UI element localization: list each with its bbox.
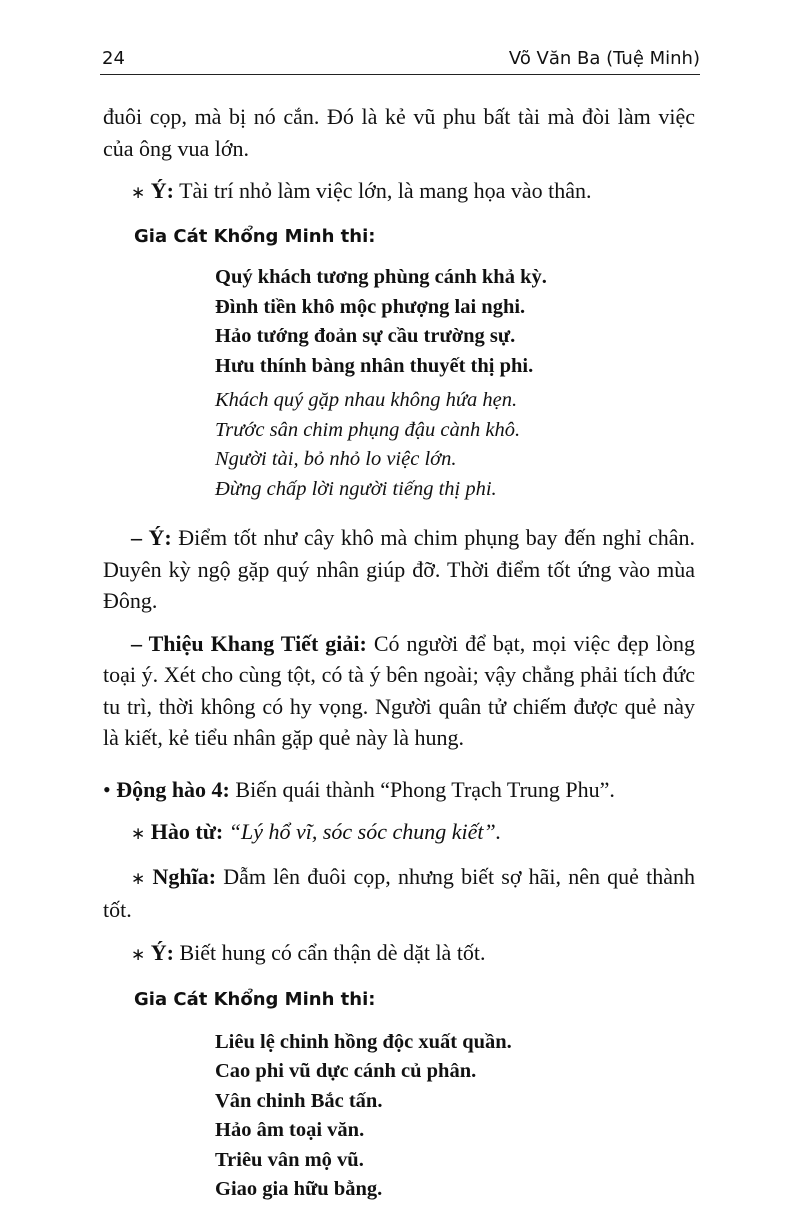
poem-line: Vân chinh Bắc tấn. [215, 1089, 383, 1112]
text-thieu-khang-tiet: Có người để bạt, mọi việc đẹp lòng toại ý. Xét cho cùng tột, có tà ý bên ngoài; vậy chẳng phải tích đức tu trì, thời không có hy vọng. Người quân tử chiếm được quẻ này là kiết, kẻ tiểu nhân gặp quẻ này là hung. [103, 630, 696, 750]
bullet-icon: • [103, 776, 111, 802]
poem-line: Khách quý gặp nhau không hứa hẹn. [215, 389, 518, 411]
asterisk-icon: ∗ [131, 868, 146, 888]
poem-han-1 [103, 263, 695, 381]
poem-line: Trước sân chim phụng đậu cành khô. [215, 418, 521, 441]
poem-line: Triêu vân mộ vũ. [215, 1148, 364, 1171]
paragraph-nghia [103, 861, 695, 926]
paragraph-hao-tu [103, 816, 695, 850]
text-y: Tài trí nhỏ làm việc lớn, là mang họa vào thân. [173, 178, 592, 203]
text-dong-hao: Biến quái thành “Phong Trạch Trung Phu”. [229, 776, 615, 802]
paragraph-dong-hao [103, 774, 695, 806]
poem-line: Cao phi vũ dực cánh củ phân. [215, 1060, 477, 1082]
label-hao-tu: Hào từ: [150, 819, 224, 844]
poem-viet-1 [103, 386, 695, 504]
paragraph-y-1 [103, 175, 695, 209]
text-hao-tu: “Lý hổ vĩ, sóc sóc chung kiết”. [228, 819, 502, 844]
poem-line: Người tài, bỏ nhỏ lo việc lớn. [215, 448, 457, 470]
asterisk-icon: ∗ [131, 944, 146, 964]
poem-line: Hảo âm toại văn. [215, 1119, 365, 1141]
label-y: Ý: [150, 178, 174, 203]
label-thieu-khang-tiet: – Thiệu Khang Tiết giải: [131, 630, 367, 656]
label-y-2: – Ý: [131, 525, 172, 550]
running-title: Võ Văn Ba (Tuệ Minh) [508, 48, 700, 69]
asterisk-icon: ∗ [131, 824, 146, 843]
text-y-3: Biết hung có cẩn thận dè dặt là tốt. [173, 939, 486, 965]
poem-line: Quý khách tương phùng cánh khả kỳ. [215, 266, 547, 288]
poem-line: Hảo tướng đoản sự cầu trường sự. [215, 325, 516, 347]
poet-heading-2: Gia Cát Khổng Minh thi: [134, 989, 376, 1010]
label-dong-hao: Động hào 4: [116, 776, 230, 802]
paragraph-y-2 [103, 522, 695, 617]
paragraph-y-3 [103, 937, 695, 971]
paragraph-intro: đuôi cọp, mà bị nó cắn. Đó là kẻ vũ phu bất tài mà đòi làm việc của ông vua lớn. [103, 104, 695, 161]
label-nghia: Nghĩa: [152, 863, 217, 889]
poem-line: Hưu thính bàng nhân thuyết thị phi. [215, 354, 534, 377]
poem-line: Giao gia hữu bằng. [215, 1178, 383, 1200]
text-y-2: Điểm tốt như cây khô mà chim phụng bay đến nghỉ chân. Duyên kỳ ngộ gặp quý nhân giúp đỡ. Thời điểm tốt ứng vào mùa Đông. [103, 525, 695, 613]
page-body [103, 101, 695, 1205]
text-nghia: Dẫm lên đuôi cọp, nhưng biết sợ hãi, nên quẻ thành tốt. [103, 863, 696, 922]
running-header [100, 40, 700, 75]
poem-line: Đình tiền khô mộc phượng lai nghi. [215, 295, 526, 318]
poem-line: Liêu lệ chinh hồng độc xuất quần. [215, 1030, 512, 1053]
label-y-3: Ý: [150, 939, 174, 965]
paragraph-thieu-khang-tiet [103, 628, 695, 754]
asterisk-icon: ∗ [131, 183, 146, 202]
poem-line: Đừng chấp lời người tiếng thị phi. [215, 477, 497, 500]
page-number: 24 [102, 48, 125, 69]
poet-heading-1: Gia Cát Khổng Minh thi: [134, 225, 376, 247]
poem-han-2 [103, 1028, 695, 1205]
